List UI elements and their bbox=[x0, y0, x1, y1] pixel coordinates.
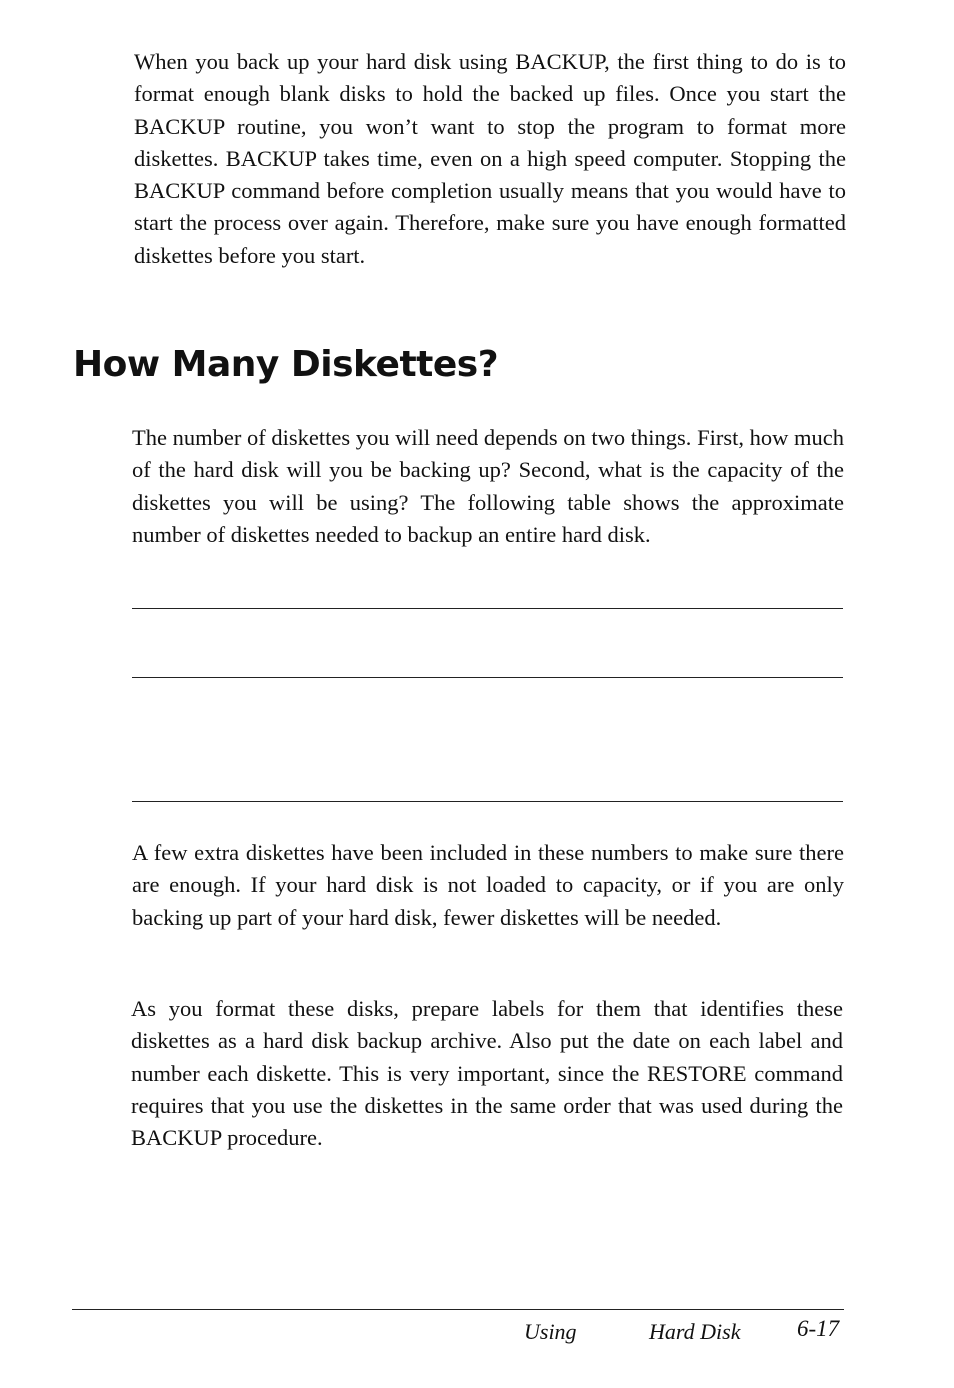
table-header-rule bbox=[132, 677, 843, 678]
labels-paragraph: As you format these disks, prepare labels for them that identifies these diskettes as a hard disk backup archive. Also put the date on each label and number each diskette. This is very important, since the RESTORE command requires that you use the diskettes in the same order that was used during the BACKUP procedure. bbox=[131, 996, 843, 1151]
footer-rule bbox=[72, 1309, 844, 1310]
table-bottom-rule bbox=[132, 801, 843, 802]
diskette-count-paragraph: The number of diskettes you will need depends on two things. First, how much of the hard disk will you be backing up? Second, what is the capacity of the diskettes you will be using? The following table shows the approximate number of diskettes needed to backup an entire hard disk. bbox=[132, 425, 844, 547]
section-heading: How Many Diskettes? bbox=[73, 344, 499, 385]
table-top-rule bbox=[132, 608, 843, 609]
page-number: 6-17 bbox=[797, 1316, 840, 1341]
intro-paragraph: When you back up your hard disk using BACKUP, the first thing to do is to format enough blank disks to hold the backed up files. Once you start the BACKUP routine, you won’t want to stop the program to format more diskettes. BACKUP takes time, even on a high speed computer. Stopping the BACKUP command before completion usually means that you would have to start the process over again. Therefore, make sure you have enough formatted diskettes before you start. bbox=[134, 49, 846, 268]
extra-diskettes-paragraph: A few extra diskettes have been included in these numbers to make sure there are enough. If your hard disk is not loaded to capacity, or if you are only backing up part of your hard disk, fewer diskettes will be needed. bbox=[132, 840, 844, 930]
footer-section-title-using: Using bbox=[524, 1319, 577, 1344]
footer-section-title-hard-disk: Hard Disk bbox=[649, 1319, 741, 1344]
